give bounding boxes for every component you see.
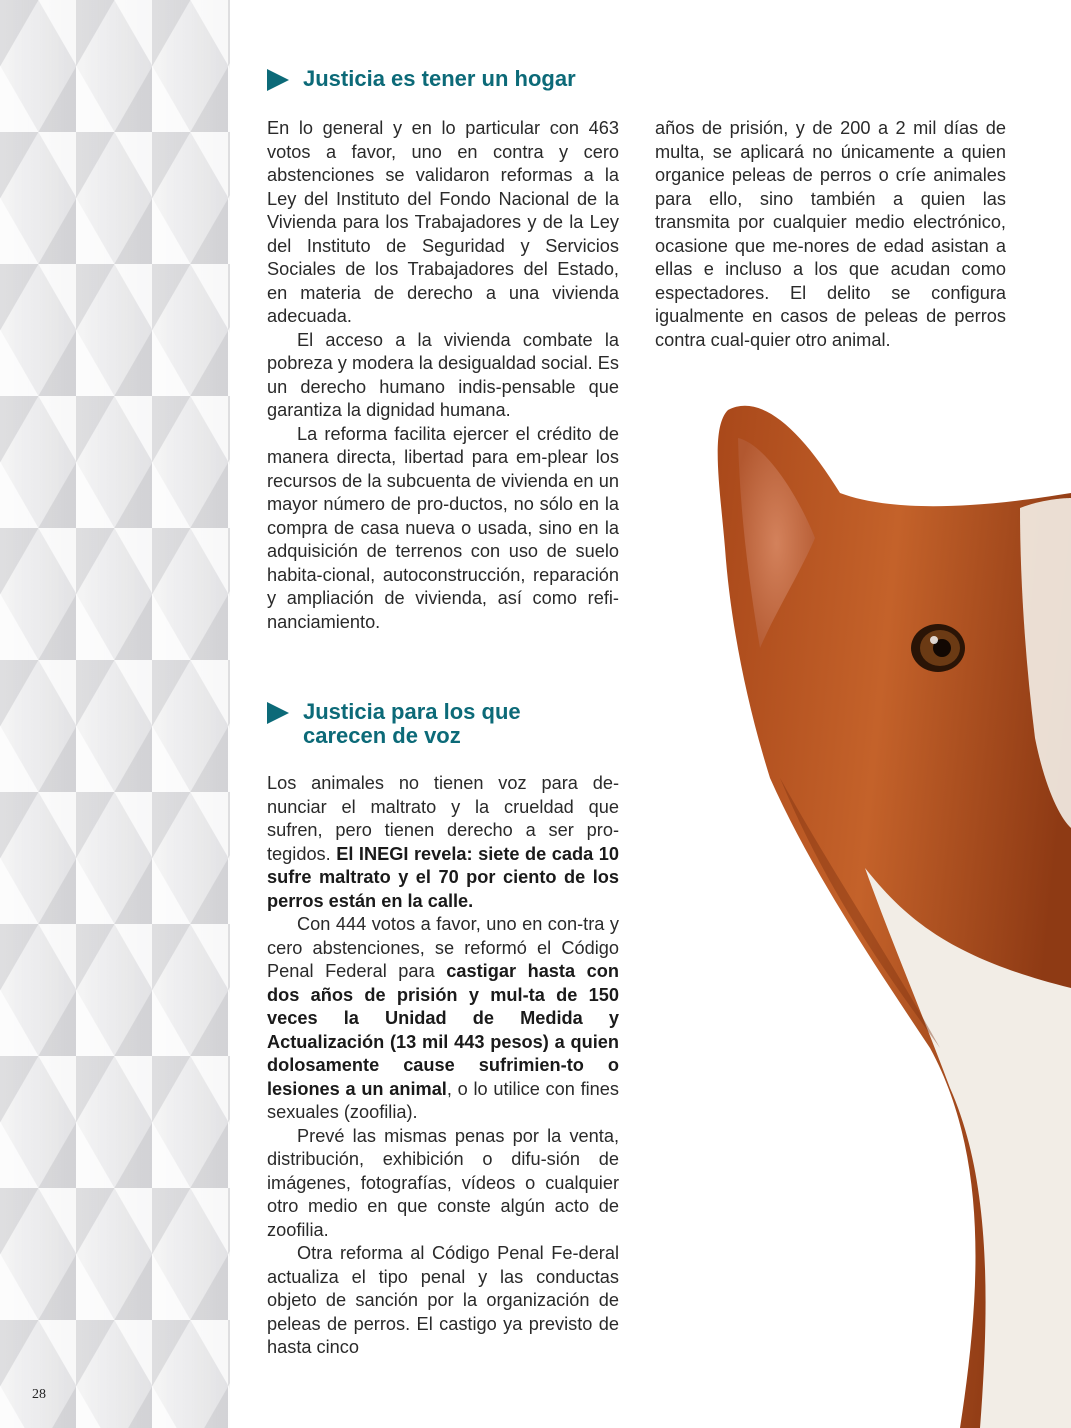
paragraph-text: , o lo utilice con fines sexuales (zoofilia). (267, 1078, 619, 1122)
page-number: 28 (32, 1387, 46, 1402)
heading-text: Justicia es tener un hogar (303, 66, 576, 91)
right-column-body (655, 117, 1006, 352)
paragraph: El acceso a la vivienda combate la pobreza y modera la desigualdad social. Es un derecho humano indis-pensable que garantiza la dignidad humana. (267, 329, 619, 420)
dog-photo (690, 398, 1071, 1428)
highlighted-text: El INEGI revela: siete de cada 10 sufre maltrato y el 70 por ciento de los perros están en la calle. (267, 843, 619, 911)
section1-body (267, 117, 619, 634)
paragraph: años de prisión, y de 200 a 2 mil días de multa, se aplicará no únicamente a quien organice peleas de perros o críe animales para ello, sino también a quien las transmita por cualquier medio electrónico, ocasione que me-nores de edad asistan a ellas e incluso a los que acudan como espectadores. El delito se configura igualmente en casos de peleas de perros contra cual-quier otro animal. (655, 118, 1006, 350)
decorative-pattern-panel (0, 0, 230, 1428)
section-heading-hogar (267, 67, 576, 91)
heading-text: Justicia para los que carecen de voz (303, 699, 521, 748)
paragraph (267, 913, 619, 1125)
paragraph: Prevé las mismas penas por la venta, distribución, exhibición o difu-sión de imágenes, fotografías, vídeos o cualquier otro medio en que conste algún acto de zoofilia. (267, 1125, 619, 1240)
paragraph-text: Con 444 votos a favor, uno en con-tra y cero abstenciones, se reformó el Código Penal Federal para (267, 914, 619, 981)
triangle-bullet-icon (267, 702, 289, 724)
paragraph (267, 772, 619, 913)
paragraph: La reforma facilita ejercer el crédito de manera directa, libertad para em-plear los recursos de la subcuenta de vivienda en un mayor número de pro-ductos, no sólo en la compra de casa nueva o usada, sino en la adquisición de terrenos con uso de suelo habita-cional, autoconstrucción, reparación y ampliación de vivienda, así como refi-nanciamiento. (267, 423, 619, 632)
paragraph: En lo general y en lo particular con 463 votos a favor, uno en contra y cero abstenciones se validaron reformas a la Ley del Instituto del Fondo Nacional de la Vivienda para los Trabajadores y de la Ley del Instituto de Seguridad y Servicios Sociales de los Trabajadores del Estado, en materia de derecho a una vivienda adecuada. (267, 118, 619, 326)
paragraph-text: Los animales no tienen voz para de-nunciar el maltrato y la crueldad que sufren, pero tienen derecho a ser pro-tegidos. (267, 773, 619, 864)
paragraph: Otra reforma al Código Penal Fe-deral actualiza el tipo penal y las conductas objeto de sanción por la organización de peleas de perros. El castigo ya previsto de hasta cinco (267, 1243, 619, 1357)
triangle-bullet-icon (267, 69, 289, 91)
highlighted-text: castigar hasta con dos años de prisión y mul-ta de 150 veces la Unidad de Medida y Actualización (13 mil 443 pesos) a quien dolosamente cause sufrimien-to o lesiones a un animal (267, 961, 619, 1099)
section2-body (267, 772, 619, 1360)
section-heading-sin-voz (267, 700, 563, 748)
